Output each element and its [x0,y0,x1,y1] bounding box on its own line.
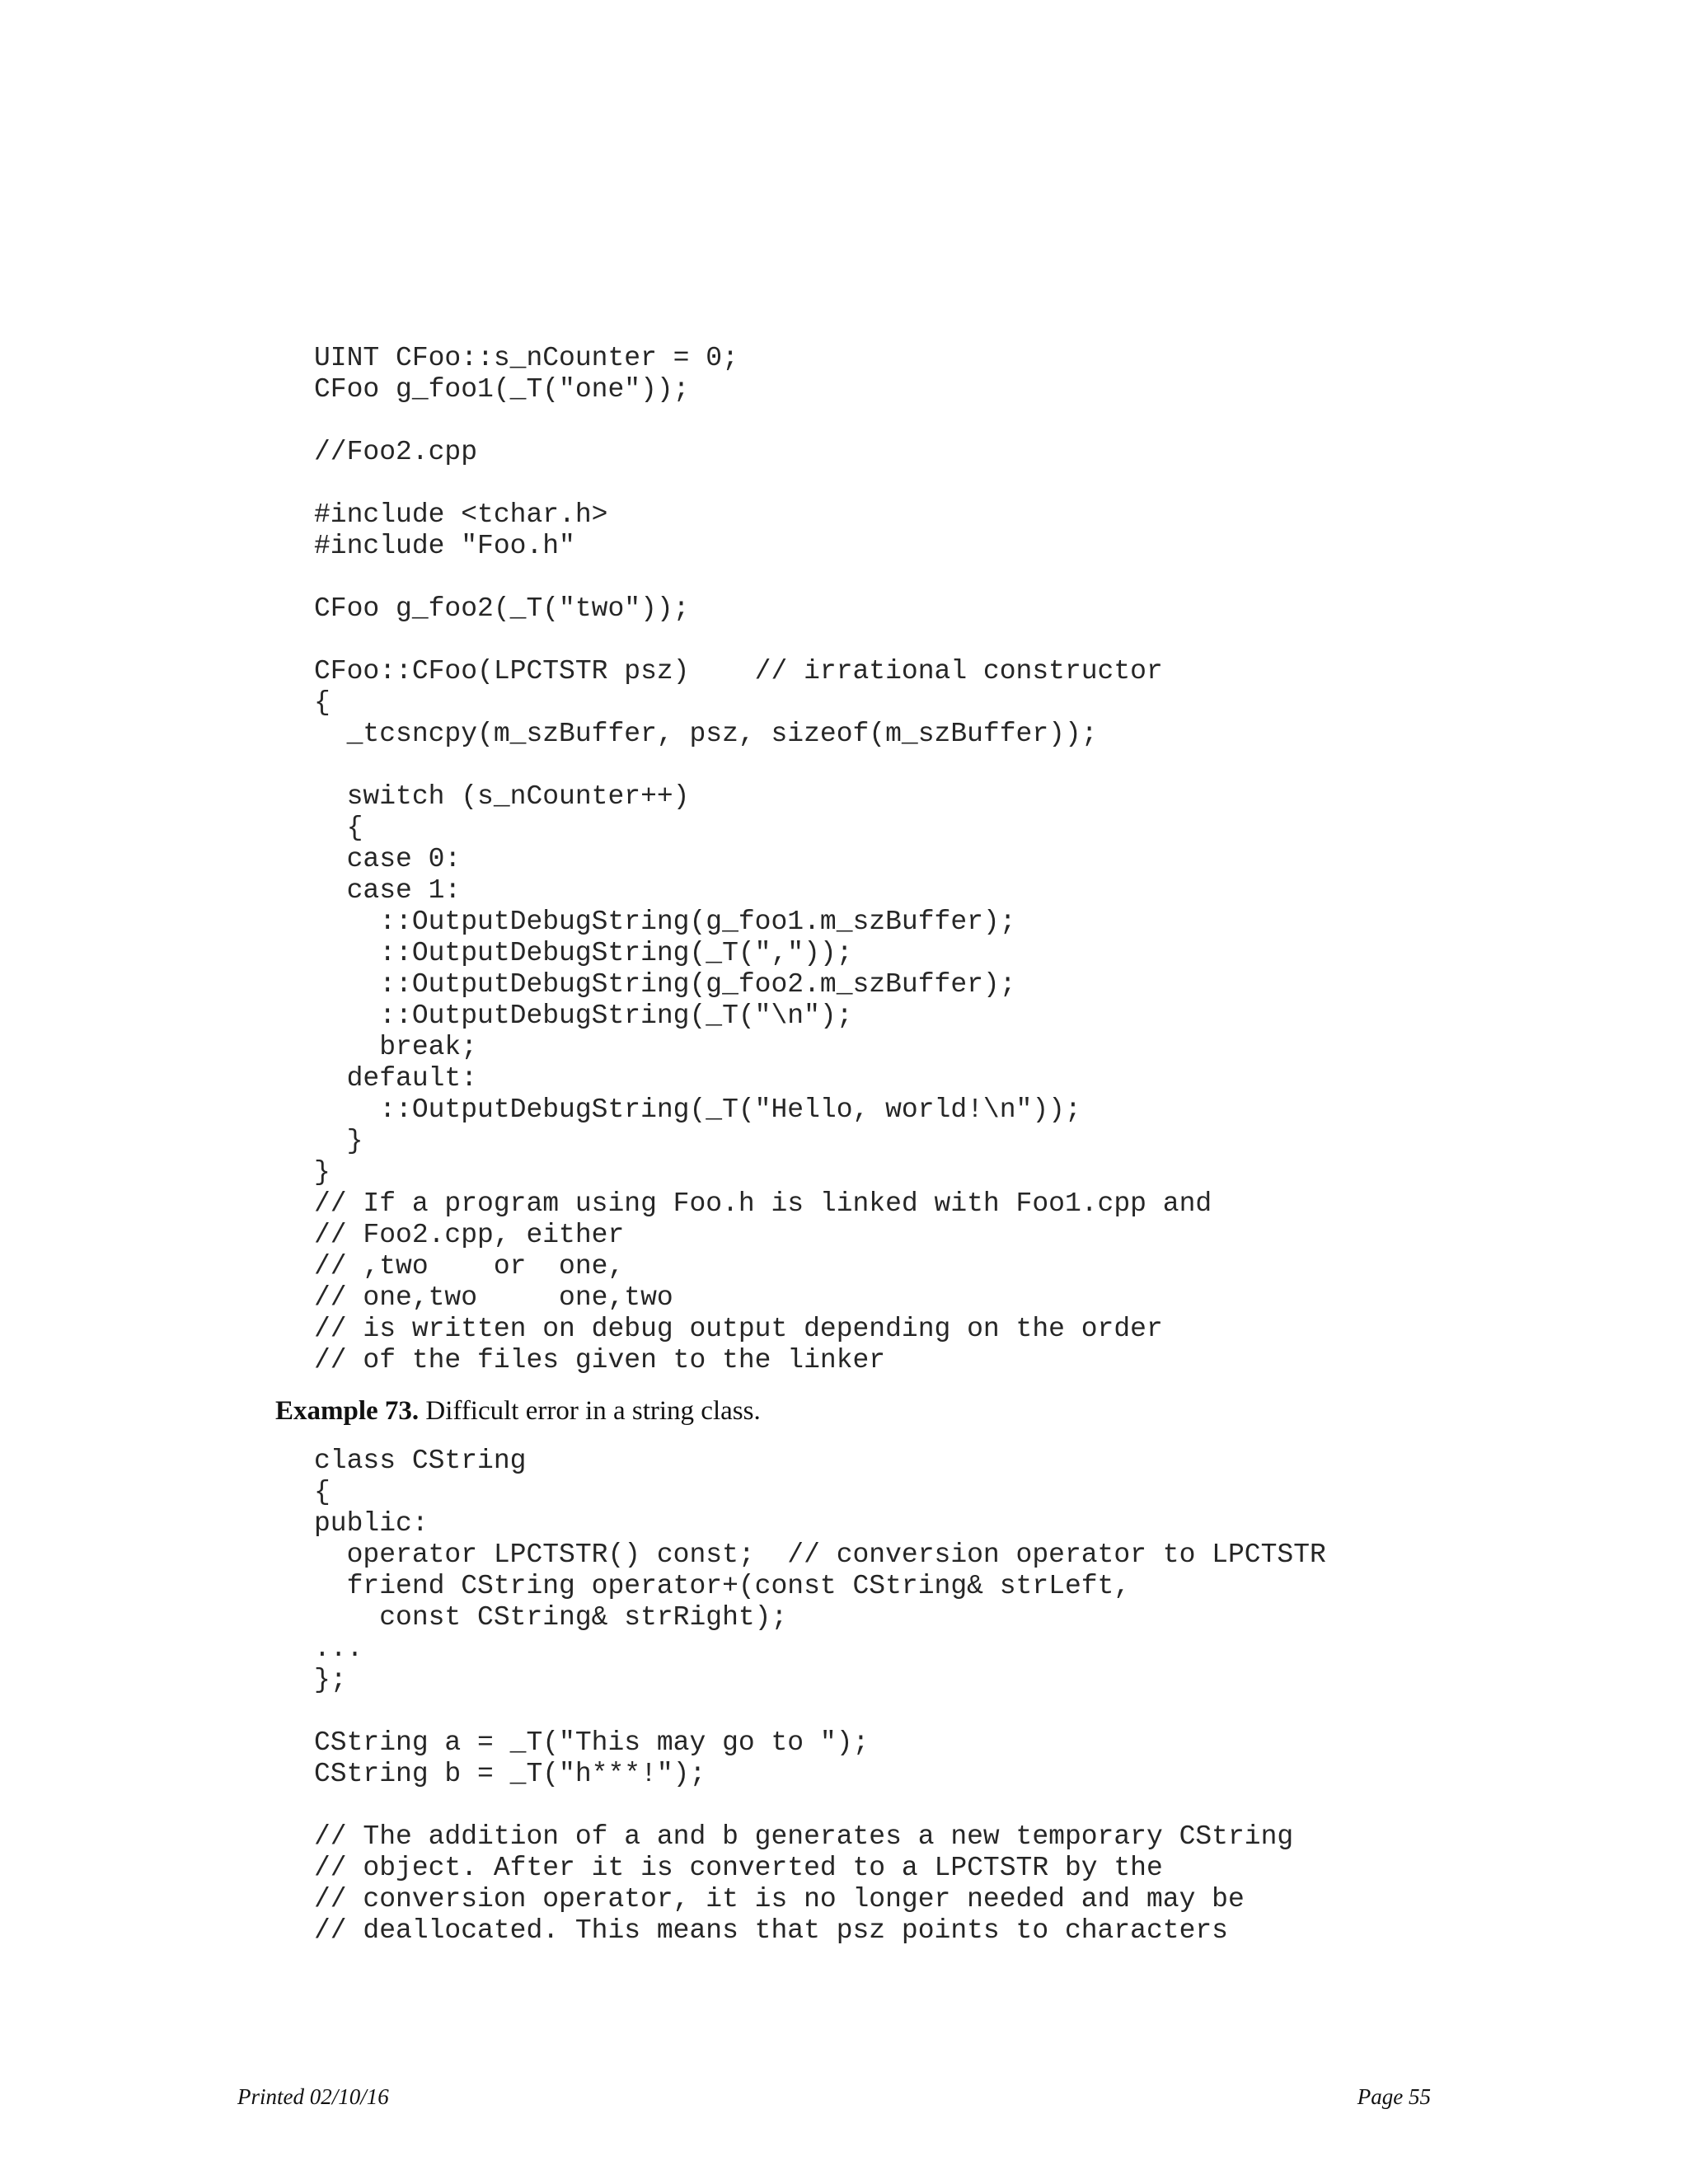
code-line: // conversion operator, it is no longer needed and may be [314,1884,1245,1915]
example-title: Difficult error in a string class. [419,1396,761,1426]
code-line: CFoo::CFoo(LPCTSTR psz) // irrational constructor [314,656,1163,687]
code-block-foo2 [314,343,1212,1376]
code-line: break; [314,1032,478,1062]
code-line: } [314,1157,331,1188]
code-line [314,750,1212,781]
code-line: CFoo g_foo1(_T("one")); [314,374,690,405]
code-line: friend CString operator+(const CString& strLeft, [314,1571,1131,1601]
code-line: { [314,1477,331,1507]
code-line: ... [314,1633,363,1664]
code-line: // one,two one,two [314,1282,673,1313]
printed-date: Printed 02/10/16 [237,2084,389,2109]
code-line: // is written on debug output depending on the order [314,1314,1163,1344]
code-line: _tcsncpy(m_szBuffer, psz, sizeof(m_szBuffer)); [314,719,1098,749]
code-line: const CString& strRight); [314,1602,788,1633]
code-line: CString a = _T("This may go to "); [314,1727,870,1758]
code-line: ::OutputDebugString(g_foo1.m_szBuffer); [314,907,1016,937]
code-line: // of the files given to the linker [314,1345,886,1376]
code-line: { [314,813,363,843]
code-line: }; [314,1665,347,1695]
code-line: CString b = _T("h***!"); [314,1759,706,1789]
code-line: ::OutputDebugString(_T(",")); [314,938,853,968]
code-line: class CString [314,1446,527,1476]
code-line: case 1: [314,875,462,906]
code-line: operator LPCTSTR() const; // conversion operator to LPCTSTR [314,1540,1326,1570]
code-line: default: [314,1063,478,1094]
code-line: ::OutputDebugString(_T("\n"); [314,1001,853,1031]
page-number: Page 55 [1357,2084,1431,2109]
code-line: CFoo g_foo2(_T("two")); [314,593,690,624]
code-line: ::OutputDebugString(g_foo2.m_szBuffer); [314,969,1016,1000]
code-line: switch (s_nCounter++) [314,781,690,812]
code-line: } [314,1126,363,1156]
code-line: // object. After it is converted to a LPCTSTR by the [314,1853,1163,1883]
code-line: //Foo2.cpp [314,437,478,467]
code-line: // Foo2.cpp, either [314,1220,625,1250]
code-line: case 0: [314,844,462,874]
code-line [314,468,1212,499]
code-line: #include <tchar.h> [314,499,608,530]
code-line: // The addition of a and b generates a new temporary CString [314,1821,1294,1852]
code-block-cstring [314,1446,1326,1947]
code-line [314,625,1212,656]
code-line: // If a program using Foo.h is linked with Foo1.cpp and [314,1188,1212,1219]
code-line: // ,two or one, [314,1251,625,1282]
code-line: UINT CFoo::s_nCounter = 0; [314,343,738,373]
code-line: #include "Foo.h" [314,531,575,561]
code-line [314,1790,1326,1821]
code-line: ::OutputDebugString(_T("Hello, world!\n")); [314,1094,1081,1125]
code-line: // deallocated. This means that psz points to characters [314,1915,1228,1946]
code-line [314,405,1212,437]
code-line [314,1696,1326,1727]
example-label: Example 73. [275,1396,420,1426]
code-line [314,562,1212,593]
example-caption [275,1394,761,1427]
code-line: { [314,687,331,718]
code-line: public: [314,1508,429,1539]
